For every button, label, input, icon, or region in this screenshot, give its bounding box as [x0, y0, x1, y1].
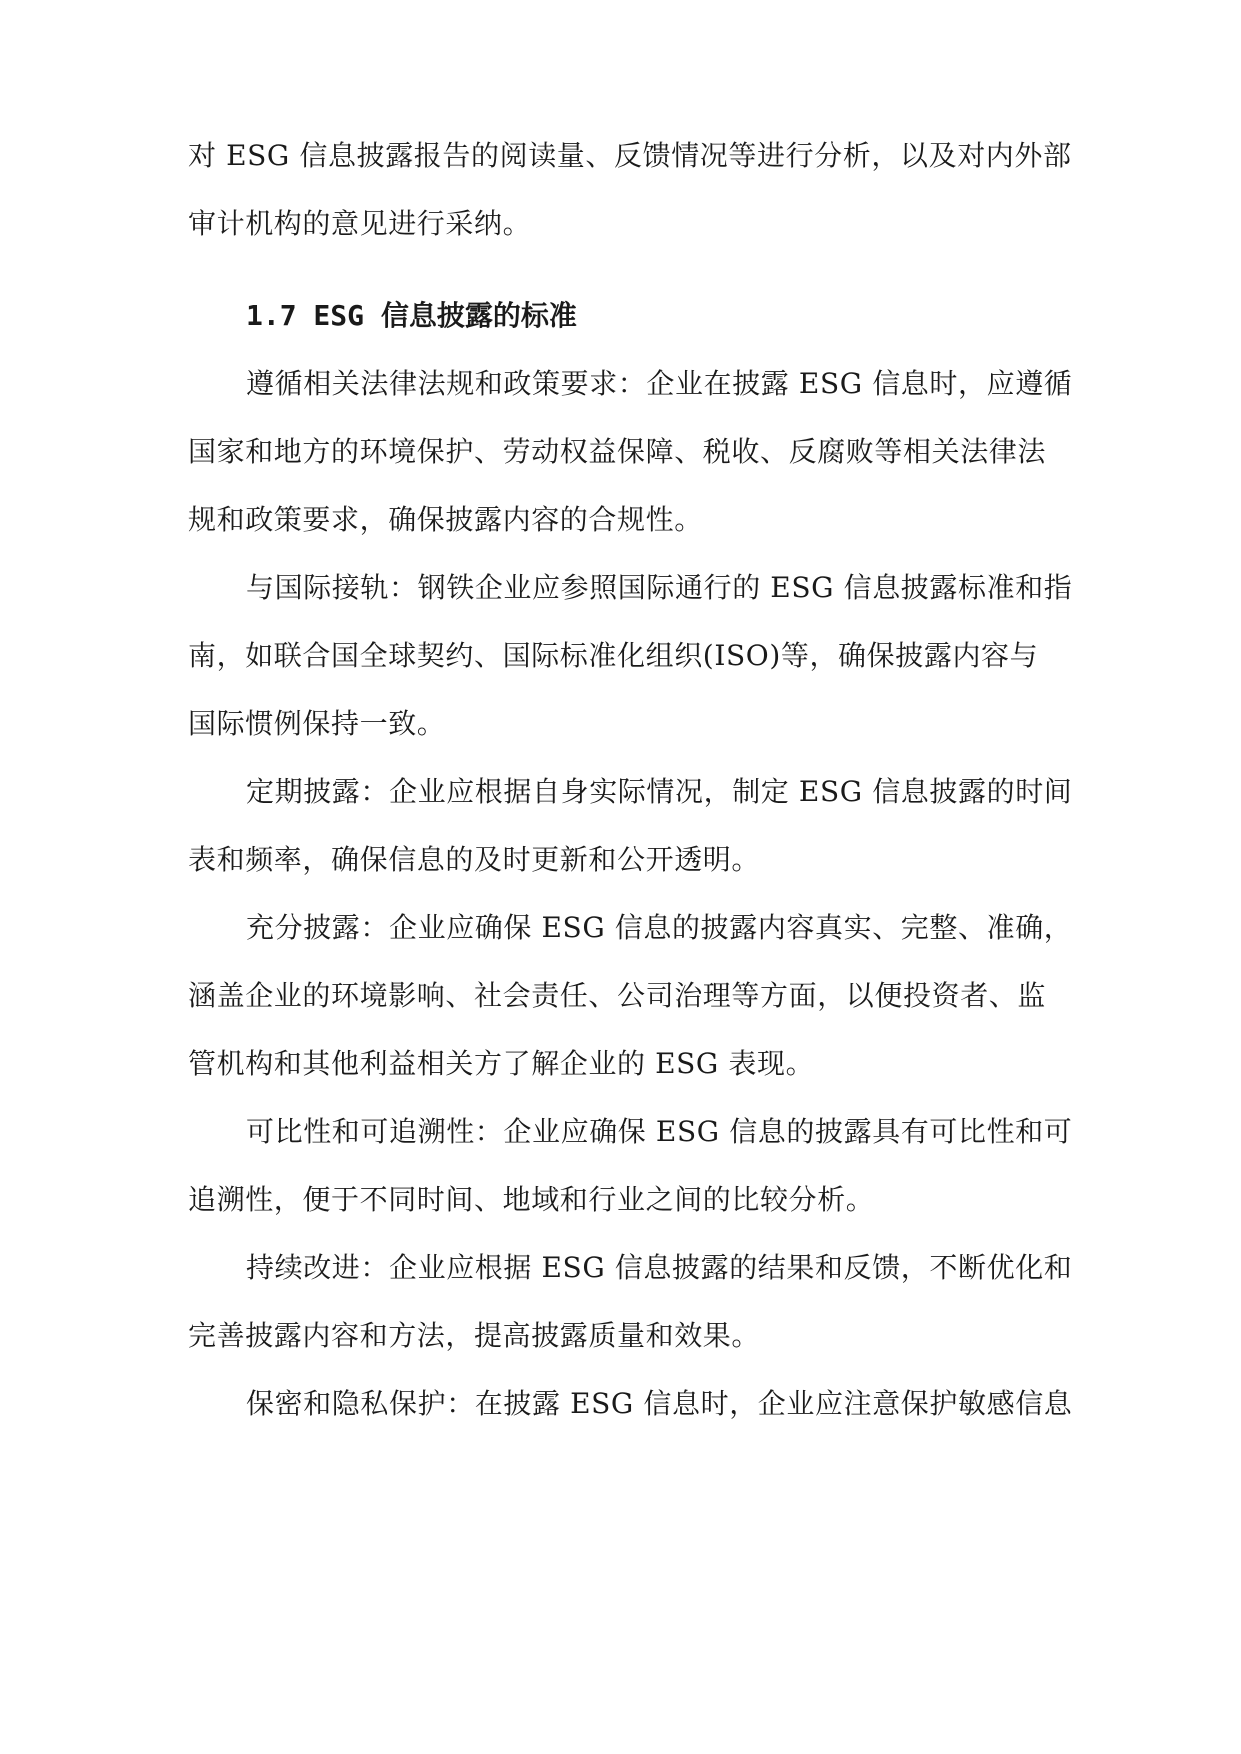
paragraph-line: 充分披露：企业应确保 ESG 信息的披露内容真实、完整、准确， — [246, 911, 1073, 944]
paragraph-line: 管机构和其他利益相关方了解企业的 ESG 表现。 — [188, 1047, 815, 1080]
paragraph-line: 完善披露内容和方法，提高披露质量和效果。 — [188, 1319, 761, 1352]
paragraph-line: 可比性和可追溯性：企业应确保 ESG 信息的披露具有可比性和可 — [246, 1115, 1073, 1148]
paragraph-line: 表和频率，确保信息的及时更新和公开透明。 — [188, 843, 761, 876]
paragraph-line: 与国际接轨：钢铁企业应参照国际通行的 ESG 信息披露标准和指 — [246, 571, 1073, 604]
paragraph-line: 对 ESG 信息披露报告的阅读量、反馈情况等进行分析，以及对内外部 — [188, 139, 1072, 172]
section-heading: 1.7 ESG 信息披露的标准 — [246, 299, 577, 332]
paragraph-line: 规和政策要求，确保披露内容的合规性。 — [188, 503, 703, 536]
paragraph-line: 国际惯例保持一致。 — [188, 707, 446, 740]
paragraph-line: 保密和隐私保护：在披露 ESG 信息时，企业应注意保护敏感信息 — [246, 1387, 1073, 1420]
paragraph-line: 定期披露：企业应根据自身实际情况，制定 ESG 信息披露的时间 — [246, 775, 1073, 808]
paragraph-line: 审计机构的意见进行采纳。 — [188, 207, 532, 240]
paragraph-line: 国家和地方的环境保护、劳动权益保障、税收、反腐败等相关法律法 — [188, 435, 1047, 468]
paragraph-line: 追溯性，便于不同时间、地域和行业之间的比较分析。 — [188, 1183, 875, 1216]
paragraph-line: 涵盖企业的环境影响、社会责任、公司治理等方面，以便投资者、监 — [188, 979, 1047, 1012]
paragraph-line: 持续改进：企业应根据 ESG 信息披露的结果和反馈，不断优化和 — [246, 1251, 1073, 1284]
paragraph-line: 南，如联合国全球契约、国际标准化组织(ISO)等，确保披露内容与 — [188, 639, 1039, 672]
paragraph-line: 遵循相关法律法规和政策要求：企业在披露 ESG 信息时，应遵循 — [246, 367, 1073, 400]
